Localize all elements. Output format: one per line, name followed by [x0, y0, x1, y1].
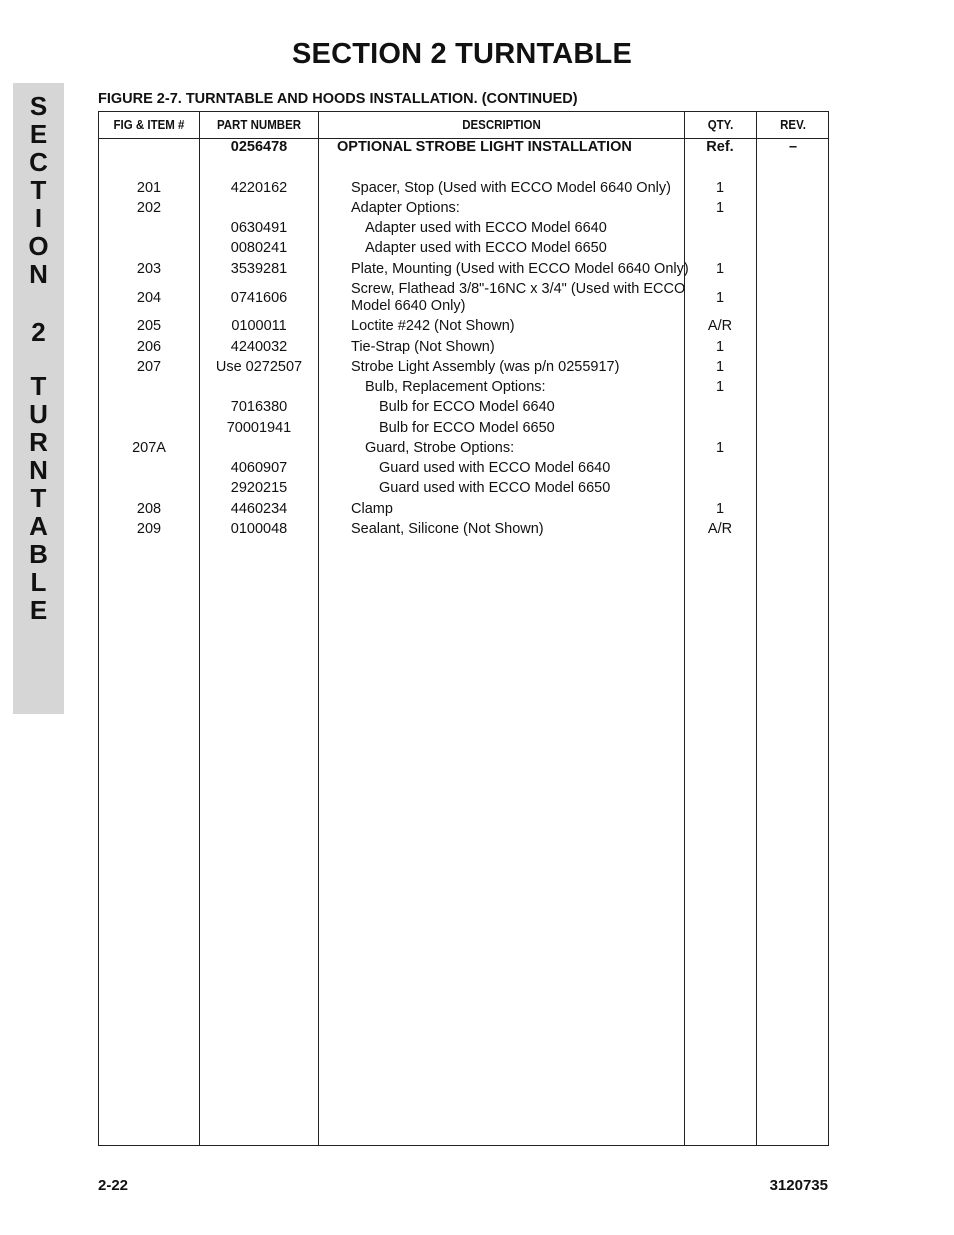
description-cell: Spacer, Stop (Used with ECCO Model 6640 Only) [351, 180, 671, 196]
header-rev: REV. [780, 118, 806, 132]
description-cell: Bulb for ECCO Model 6650 [379, 420, 555, 436]
description-cell: Adapter Options: [351, 200, 460, 216]
side-tab-letter: O [28, 231, 49, 261]
description-cell: Adapter used with ECCO Model 6650 [365, 240, 607, 256]
item-number-cell: 203 [136, 261, 162, 277]
side-tab-letter: S [29, 91, 48, 121]
item-number-cell: 204 [136, 290, 162, 306]
part-number-cell: Use 0272507 [215, 359, 303, 375]
description-cell: Adapter used with ECCO Model 6640 [365, 220, 607, 236]
figure-title: FIGURE 2-7. TURNTABLE AND HOODS INSTALLATION. (CONTINUED) [98, 91, 578, 107]
side-tab-letter: I [34, 203, 43, 233]
side-tab-letter: A [29, 511, 48, 541]
side-tab-letter: T [30, 175, 47, 205]
page-number: 2-22 [98, 1177, 129, 1194]
part-number-cell: 0100011 [231, 318, 287, 334]
part-number-cell: 4220162 [230, 180, 288, 196]
description-cell: Strobe Light Assembly (was p/n 0255917) [351, 359, 620, 375]
description-cell: Guard used with ECCO Model 6640 [379, 460, 611, 476]
description-cell: Sealant, Silicone (Not Shown) [351, 521, 544, 537]
item-number-cell: 206 [136, 339, 162, 355]
description-cell-continued: Model 6640 Only) [351, 298, 466, 314]
qty-cell: 1 [715, 501, 725, 517]
description-cell: Clamp [351, 501, 393, 517]
header-fig-item: FIG & ITEM # [113, 118, 185, 132]
item-number-cell: 207A [132, 440, 166, 456]
item-number-cell: 205 [136, 318, 162, 334]
item-number-cell: 208 [136, 501, 162, 517]
header-part-number: PART NUMBER [216, 118, 302, 132]
item-number-cell: 202 [136, 200, 162, 216]
side-tab-letter: T [30, 483, 47, 513]
description-cell: Loctite #242 (Not Shown) [351, 318, 515, 334]
qty-cell: 1 [715, 339, 725, 355]
side-tab-letter: N [29, 455, 48, 485]
header-description: DESCRIPTION [462, 118, 541, 132]
side-tab-letter: N [29, 259, 48, 289]
part-number-cell: 70001941 [226, 420, 292, 436]
qty-cell: Ref. [706, 139, 734, 155]
side-tab-letter: E [29, 119, 48, 149]
qty-cell: 1 [715, 379, 725, 395]
item-number-cell: 201 [136, 180, 162, 196]
side-tab-letter: C [29, 147, 48, 177]
qty-cell: 1 [715, 180, 725, 196]
parts-table [98, 111, 829, 1146]
part-number-cell: 7016380 [230, 399, 288, 415]
description-cell: Bulb, Replacement Options: [365, 379, 546, 395]
part-number-cell: 0256478 [230, 139, 288, 155]
description-cell: Plate, Mounting (Used with ECCO Model 6640 Only) [351, 261, 689, 277]
header-qty: QTY. [707, 118, 734, 132]
section-side-tab [13, 83, 64, 714]
part-number-cell: 4460234 [230, 501, 288, 517]
qty-cell: 1 [715, 261, 725, 277]
part-number-cell: 2920215 [230, 480, 288, 496]
description-cell: Tie-Strap (Not Shown) [351, 339, 495, 355]
side-tab-letter: E [29, 595, 48, 625]
qty-cell: 1 [715, 359, 725, 375]
side-tab-letter: 2 [31, 317, 46, 347]
part-number-cell: 4060907 [230, 460, 288, 476]
description-cell: Bulb for ECCO Model 6640 [379, 399, 555, 415]
part-number-cell: 0080241 [230, 240, 288, 256]
description-cell: Guard used with ECCO Model 6650 [379, 480, 611, 496]
part-number-cell: 0741606 [230, 290, 288, 306]
qty-cell: A/R [707, 521, 733, 537]
side-tab-letter: R [29, 427, 48, 457]
part-number-cell: 0100048 [230, 521, 288, 537]
part-number-cell: 4240032 [230, 339, 288, 355]
part-number-cell: 3539281 [230, 261, 288, 277]
part-number-cell: 0630491 [230, 220, 288, 236]
item-number-cell: 209 [136, 521, 162, 537]
side-tab-letter: L [30, 567, 47, 597]
qty-cell: 1 [715, 200, 725, 216]
qty-cell: 1 [715, 440, 725, 456]
side-tab-letter: U [29, 399, 48, 429]
side-tab-letter: T [30, 371, 47, 401]
description-cell: Guard, Strobe Options: [365, 440, 515, 456]
rev-cell: – [788, 139, 798, 155]
document-number: 3120735 [769, 1177, 828, 1194]
item-number-cell: 207 [136, 359, 162, 375]
description-cell: OPTIONAL STROBE LIGHT INSTALLATION [337, 139, 632, 155]
qty-cell: A/R [707, 318, 733, 334]
qty-cell: 1 [715, 290, 725, 306]
description-cell: Screw, Flathead 3/8"-16NC x 3/4" (Used with ECCO [351, 281, 686, 297]
side-tab-letter: B [29, 539, 48, 569]
column-divider [756, 112, 757, 1145]
page-title: SECTION 2 TURNTABLE [292, 38, 632, 70]
